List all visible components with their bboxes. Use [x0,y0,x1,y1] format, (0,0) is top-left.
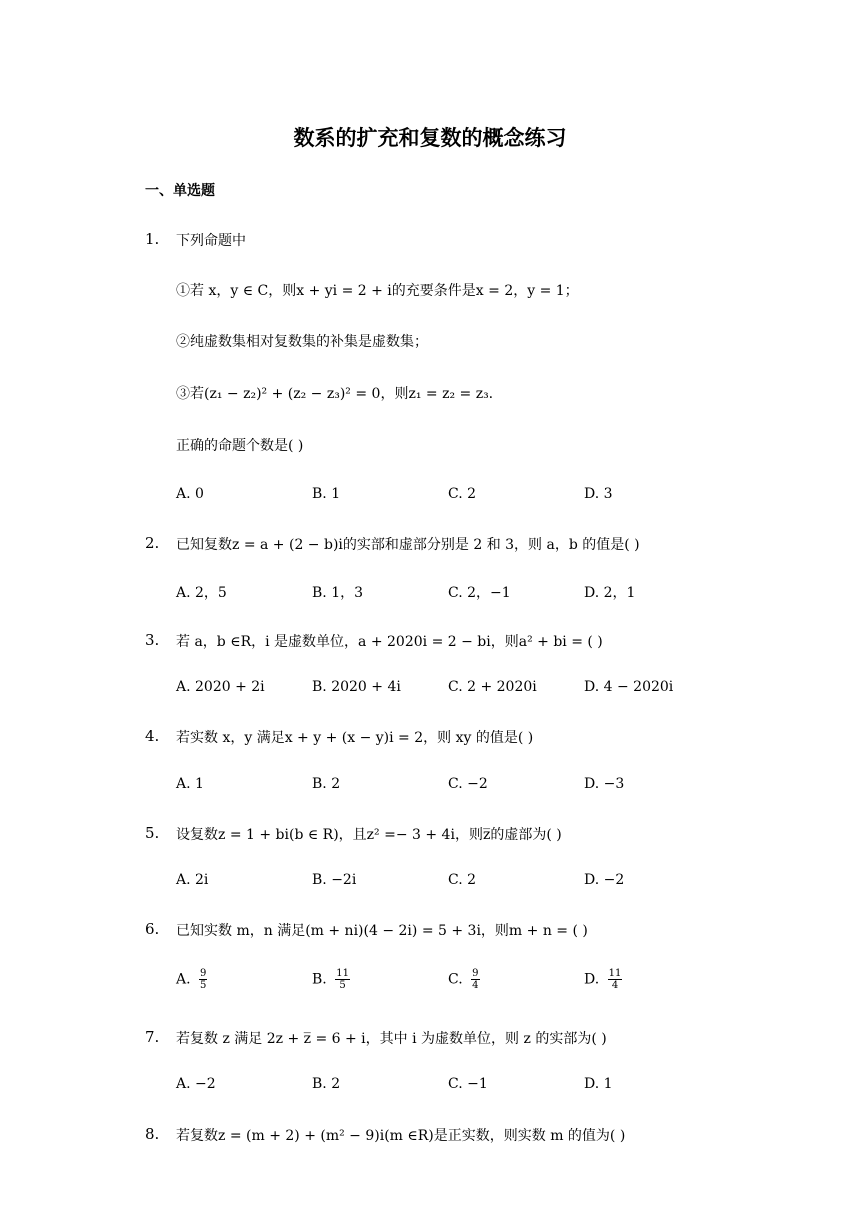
option-b[interactable]: B. 2 [312,776,341,792]
fraction-numerator: 11 [336,968,349,979]
option-a[interactable]: A. 2i [176,872,209,888]
fraction [608,968,623,991]
option-c[interactable]: C. −1 [448,1076,488,1092]
option-a[interactable]: A. 1 [176,776,204,792]
option-d[interactable]: D. −2 [584,872,625,888]
question-number: 1. [145,230,160,248]
question-stem: 已知复数z = a + (2 − b)i的实部和虚部分别是 2 和 3，则 a，b 的值是( ) [176,537,640,553]
option-d[interactable] [584,968,622,991]
option-a[interactable]: A. 2，5 [176,585,227,601]
fraction-denominator: 4 [472,980,479,991]
question-stem: 若实数 x，y 满足x + y + (x − y)i = 2，则 xy 的值是( ) [176,730,534,746]
option-a[interactable]: A. −2 [176,1076,216,1092]
option-a[interactable]: A. 2020 + 2i [176,679,265,695]
option-label: C. [448,971,463,988]
fraction-numerator: 11 [608,968,622,979]
option-c[interactable]: C. 2 + 2020i [448,679,537,695]
option-c[interactable]: C. −2 [448,776,488,792]
option-c[interactable] [448,968,480,991]
option-label: D. [584,971,600,988]
page-title: 数系的扩充和复数的概念练习 [293,126,567,150]
option-d[interactable]: D. 1 [584,1076,613,1092]
question-number: 8. [145,1125,160,1143]
option-a[interactable]: A. 0 [176,486,204,502]
option-c[interactable]: C. 2 [448,872,477,888]
fraction-denominator: 5 [339,980,346,991]
fraction [471,968,479,991]
option-b[interactable]: B. −2i [312,872,357,888]
question-number: 5. [145,824,160,842]
option-b[interactable]: B. 2 [312,1076,341,1092]
option-d[interactable]: D. 4 − 2020i [584,679,674,695]
question-number: 3. [145,631,160,649]
option-c[interactable]: C. 2 [448,486,477,502]
option-label: A. [176,971,191,988]
option-b[interactable]: B. 2020 + 4i [312,679,401,695]
option-c[interactable]: C. 2，−1 [448,585,511,601]
statement-3: ③若(z₁ − z₂)² + (z₂ − z₃)² = 0，则z₁ = z₂ = z₃. [176,386,494,402]
option-a[interactable] [176,968,207,991]
fraction-numerator: 9 [200,968,207,979]
question-stem: 设复数z = 1 + bi(b ∈ R)，且z² =− 3 + 4i，则z̅的虚部为( ) [176,827,562,843]
question-stem: 若 a，b ∈R，i 是虚数单位，a + 2020i = 2 − bi，则a² + bi = ( ) [176,634,603,650]
question-stem: 下列命题中 [176,233,246,249]
question-number: 7. [145,1028,160,1046]
option-b[interactable] [312,968,350,991]
fraction-denominator: 5 [200,980,207,991]
question-number: 6. [145,920,160,938]
question-stem: 若复数 z 满足 2z + z̅ = 6 + i，其中 i 为虚数单位，则 z 的实部为( ) [176,1031,607,1047]
question-stem: 若复数z = (m + 2) + (m² − 9)i(m ∈R)是正实数，则实数 m 的值为( ) [176,1128,626,1144]
option-d[interactable]: D. −3 [584,776,625,792]
option-d[interactable]: D. 3 [584,486,613,502]
section-heading: 一、单选题 [145,183,215,199]
option-d[interactable]: D. 2，1 [584,585,636,601]
question-number: 2. [145,534,160,552]
fraction [199,968,207,991]
statement-1: ①若 x，y ∈ C，则x + yi = 2 + i的充要条件是x = 2，y = 1； [176,283,579,299]
statement-2: ②纯虚数集相对复数集的补集是虚数集； [176,334,428,350]
question-number: 4. [145,727,160,745]
option-b[interactable]: B. 1，3 [312,585,364,601]
fraction-numerator: 9 [472,968,479,979]
fraction [335,968,350,991]
option-label: B. [312,971,327,988]
question-prompt: 正确的命题个数是( ) [176,438,304,454]
option-b[interactable]: B. 1 [312,486,341,502]
fraction-denominator: 4 [611,980,619,991]
question-stem: 已知实数 m，n 满足(m + ni)(4 − 2i) = 5 + 3i，则m + n = ( ) [176,923,588,939]
